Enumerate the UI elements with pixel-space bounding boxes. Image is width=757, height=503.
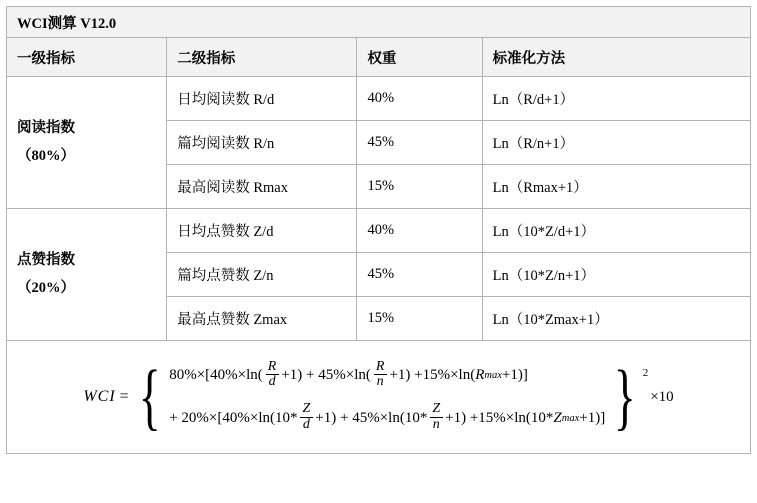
cell-method: Ln（10*Z/n+1） (482, 253, 750, 297)
line2-lead: + 20%×[40%×ln(10* (169, 409, 298, 426)
group-like-index (7, 209, 167, 341)
line1-fraction-2 (373, 360, 388, 390)
header-primary-indicator: 一级指标 (7, 38, 167, 77)
formula-box (7, 341, 750, 453)
cell-weight: 40% (357, 77, 482, 121)
right-brace: } (613, 355, 636, 438)
line2-mid: +1) + 45%×ln(10* (315, 409, 428, 426)
cell-weight: 40% (357, 209, 482, 253)
cell-method: Ln（10*Zmax+1） (482, 297, 750, 341)
line1-tail: +1)] (501, 367, 528, 384)
left-brace: { (138, 355, 161, 438)
line2-tail: +1)] (579, 409, 606, 426)
cell-method: Ln（R/d+1） (482, 77, 750, 121)
cell-method: Ln（R/n+1） (482, 121, 750, 165)
line2-frac2-den: n (430, 417, 443, 433)
group-like-weight: （20%） (17, 279, 75, 296)
title-row (7, 7, 751, 38)
cell-indicator: 最高点赞数 Zmax (167, 297, 357, 341)
line1-mid2: +1) +15%×ln( (389, 367, 476, 384)
cell-weight: 45% (357, 253, 482, 297)
cell-method: Ln（Rmax+1） (482, 165, 750, 209)
line1-var: R (475, 367, 485, 384)
header-normalization-method: 标准化方法 (482, 38, 750, 77)
line1-frac1-den: d (266, 374, 279, 390)
group-reading-name: 阅读指数 (17, 119, 75, 136)
cell-indicator: 篇均点赞数 Z/n (167, 253, 357, 297)
line2-frac1-num: Z (302, 401, 311, 416)
group-like-name: 点赞指数 (17, 251, 75, 268)
wci-table (6, 6, 751, 454)
formula-line-1 (169, 358, 605, 391)
line2-mid2: +1) +15%×ln(10* (445, 409, 554, 426)
formula-equals: = (119, 388, 129, 405)
line1-fraction-1 (265, 360, 280, 390)
page-title: WCI测算 V12.0 (7, 7, 751, 38)
cell-method: Ln（10*Z/d+1） (482, 209, 750, 253)
header-weight: 权重 (357, 38, 482, 77)
cell-indicator: 日均点赞数 Z/d (167, 209, 357, 253)
cell-indicator: 最高阅读数 Rmax (167, 165, 357, 209)
formula-line-2 (169, 403, 605, 433)
cell-weight: 15% (357, 165, 482, 209)
right-brace-group (607, 355, 649, 438)
line2-var-sub: max (561, 412, 580, 424)
line2-fraction-2 (429, 402, 443, 432)
line2-frac2-num: Z (432, 401, 441, 416)
group-reading-weight: （80%） (17, 147, 75, 164)
line1-mid: +1) + 45%×ln( (281, 367, 371, 384)
cell-indicator: 篇均阅读数 R/n (167, 121, 357, 165)
group-reading-index (7, 77, 167, 209)
line1-frac2-den: n (374, 374, 387, 390)
line1-lead: 80%×[40%×ln( (169, 367, 263, 384)
table-row (7, 209, 751, 253)
table-row (7, 77, 751, 121)
cell-weight: 15% (357, 297, 482, 341)
line2-var: Z (553, 409, 562, 426)
header-secondary-indicator: 二级指标 (167, 38, 357, 77)
formula-row (7, 341, 751, 454)
cell-weight: 45% (357, 121, 482, 165)
document-body (6, 6, 751, 454)
line1-frac2-num: R (375, 358, 385, 374)
line1-frac1-num: R (267, 358, 277, 374)
formula-multiplier: ×10 (650, 388, 674, 405)
line2-fraction-1 (299, 402, 313, 432)
formula-lhs: WCI (83, 388, 116, 405)
line2-frac1-den: d (300, 417, 313, 433)
table-header-row (7, 38, 751, 77)
formula-exponent: 2 (642, 366, 649, 379)
line1-var-sub: max (484, 370, 502, 382)
cell-indicator: 日均阅读数 R/d (167, 77, 357, 121)
formula-lines (167, 358, 607, 434)
wci-formula (7, 341, 751, 454)
